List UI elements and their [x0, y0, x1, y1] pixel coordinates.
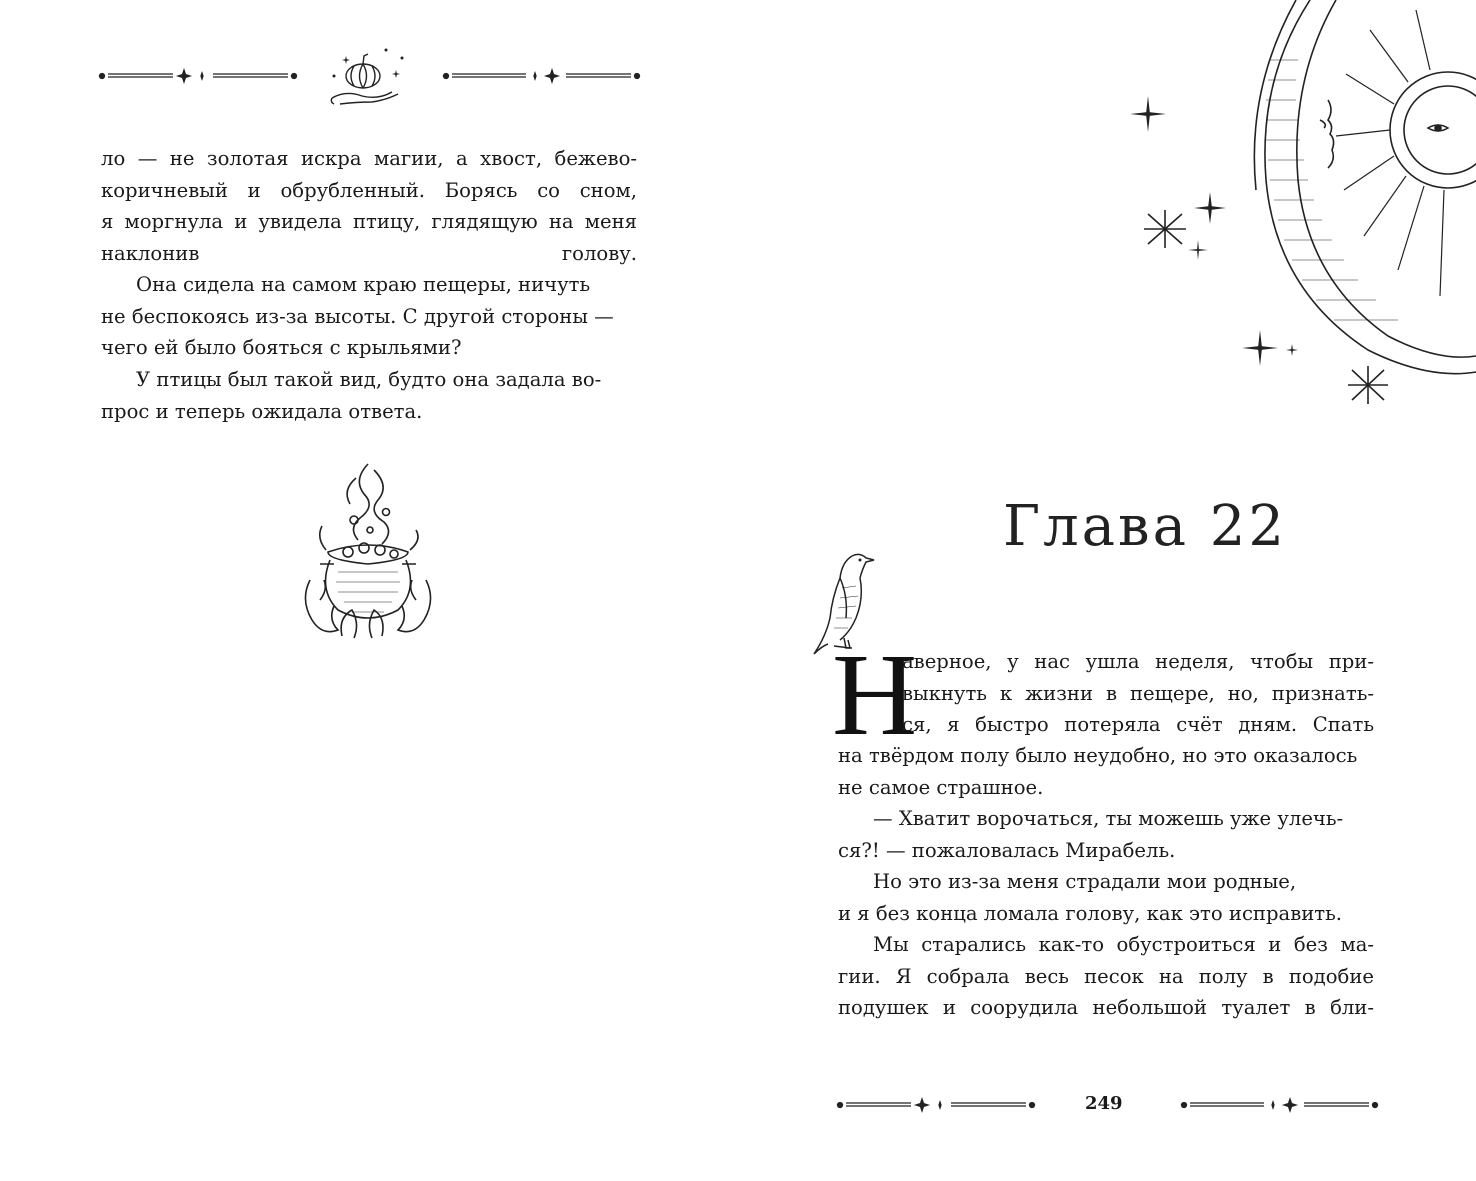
text-line: подушек и соорудила небольшой туалет в бли- — [838, 996, 1374, 1019]
text-line: наклонив голову. — [101, 241, 637, 265]
text-line: ло — не золотая искра магии, а хвост, бежево- — [101, 147, 637, 170]
paragraph — [838, 866, 1374, 929]
text-line: — Хватит ворочаться, ты можешь уже улечь- — [873, 807, 1344, 830]
cauldron-icon — [298, 460, 438, 645]
text-line: Мы старались как-то обустроиться и без ма- — [873, 933, 1374, 956]
text-line: я моргнула и увидела птицу, глядящую на меня — [101, 210, 637, 233]
paragraph — [902, 646, 1374, 741]
text-line: на твёрдом полу было неудобно, но это оказалось — [838, 744, 1358, 767]
text-line: коричневый и обрубленный. Борясь со сном, — [101, 178, 637, 202]
text-line: не самое страшное. — [838, 775, 1044, 799]
paragraph — [101, 269, 637, 364]
sun-moon-icon — [1158, 0, 1476, 420]
text-line: чего ей было бояться с крыльями? — [101, 336, 462, 359]
pumpkin-hand-icon — [326, 40, 416, 120]
text-line: аверное, у нас ушла неделя, чтобы при- — [902, 650, 1374, 673]
paragraph — [101, 364, 637, 427]
text-line: прос и теперь ожидала ответа. — [101, 399, 423, 423]
text-line: гии. Я собрала весь песок на полу в подобие — [838, 964, 1374, 988]
paragraph — [101, 143, 637, 269]
chapter-title: Глава 22 — [1003, 494, 1288, 559]
text-line: и я без конца ломала голову, как это исправить. — [838, 901, 1343, 925]
text-line: выкнуть к жизни в пещере, но, признать- — [902, 681, 1374, 705]
text-line: Она сидела на самом краю пещеры, ничуть — [136, 273, 591, 296]
text-line: не беспокоясь из-за высоты. С другой стороны — — [101, 304, 614, 328]
right-page — [738, 0, 1476, 1181]
paragraph — [838, 929, 1374, 1024]
text-line: ся, я быстро потеряла счёт дням. Спать — [902, 713, 1374, 736]
page-number: 249 — [1085, 1093, 1123, 1114]
text-line: У птицы был такой вид, будто она задала во- — [136, 368, 602, 391]
text-line: Но это из-за меня страдали мои родные, — [873, 870, 1297, 893]
paragraph — [838, 740, 1374, 803]
text-line: ся?! — пожаловалась Мирабель. — [838, 838, 1176, 862]
drop-cap: Н — [832, 629, 918, 760]
paragraph — [838, 803, 1374, 866]
